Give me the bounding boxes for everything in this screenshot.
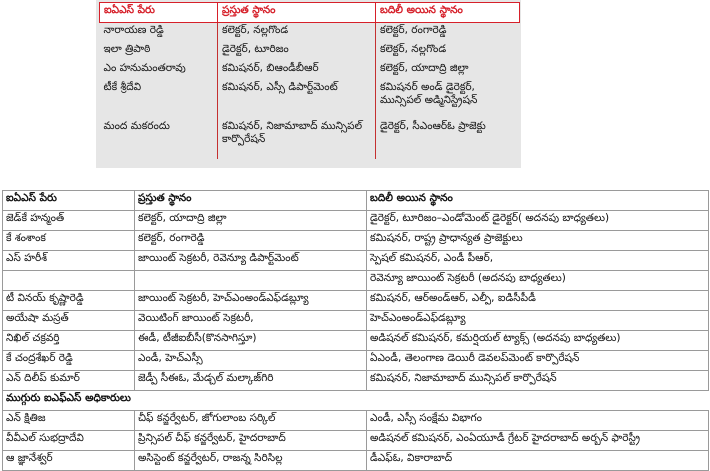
cell-name: ఆ జ్ఞానేశ్వర్‌ (3, 451, 135, 471)
cell-new: కమిషనర్‌, రాష్ట్ర ప్రాధాన్యత ప్రాజెక్టులు (367, 231, 709, 251)
cell-name: నిఖిల్‌ చక్రవర్తి (3, 331, 135, 351)
cell-name: ఎం హనుమంతరావు (100, 61, 218, 80)
header-current-post: ప్రస్తుత స్థానం (218, 3, 376, 23)
cell-new: స్పెషల్‌ కమిషనర్‌, ఎండీ పీఆర్‌, (367, 251, 709, 271)
cell-new: కలెక్టర్‌, యాదాద్రి జిల్లా (380, 62, 469, 74)
header-ias-name: ఐఏఎస్‌ పేరు (3, 191, 135, 211)
cell-name: ఎన్‌ దిలీప్‌ కుమార్‌ (3, 371, 135, 391)
cell-current: కలెక్టర్‌, రంగారెడ్డి (135, 231, 367, 251)
cell-new: ఎండీ, ఎస్సీ సంక్షేమ విభాగం (367, 411, 709, 431)
cell-name: ఇలా త్రిపాఠి (100, 42, 218, 61)
cell-new: కమిషనర్‌ అండ్‌ డైరెక్టర్‌, మున్సిపల్‌ అడ్మినిస్ట్రేషన్‌ (380, 81, 478, 107)
table-row (3, 331, 709, 351)
cell-name: వీవీఎల్‌ సుభద్రాదేవి (3, 431, 135, 451)
top-table-header-row (100, 3, 520, 23)
table-row (3, 231, 709, 251)
table-row (100, 80, 520, 112)
cell-name: మంద మకరందు (100, 112, 218, 159)
table-row (100, 23, 520, 43)
table-row (3, 351, 709, 371)
cell-current: జాయింట్‌ సెక్రటరీ, రెవెన్యూ డిపార్ట్‌మెంట్‌ (135, 251, 367, 271)
cell-new: డీఎఫ్‌ఓ, వికారాబాద్‌ (367, 451, 709, 471)
section-header-row (3, 391, 709, 411)
table-row (100, 61, 520, 80)
cell-new: కమిషనర్‌, నిజామాబాద్‌ మున్సిపల్‌ కార్పొరేషన్‌ (367, 371, 709, 391)
cell-name: కే చంద్రశేఖర్‌ రెడ్డి (3, 351, 135, 371)
table-row (100, 42, 520, 61)
cell-current: ఎండీ, హెచ్‌ఎస్సీ (135, 351, 367, 371)
table-row (3, 451, 709, 471)
cell-name (3, 271, 135, 291)
cell-new: అడిషనల్‌ కమిషనర్‌, ఎంఏయూడీ గ్రేటర్‌ హైదరాబాద్‌ అర్బన్‌ ఫారెస్ట్రీ (367, 431, 709, 451)
cell-new: డైరెక్టర్‌, సీఎంఆర్‌ఓ ప్రాజెక్టు (380, 120, 486, 132)
cell-name: జెడ్‌కే హన్మంత్‌ (3, 211, 135, 231)
cell-current: జాయింట్‌ సెక్రటరీ, హెచ్‌ఎంఅండ్‌ఎఫ్‌డబ్ల్యూ (135, 291, 367, 311)
header-current-post: ప్రస్తుత స్థానం (135, 191, 367, 211)
ifs-section-label: ముగ్గురు ఐఎఫ్‌ఎస్‌ అధికారులు (3, 391, 709, 411)
table-row (3, 431, 709, 451)
cell-current (135, 271, 367, 291)
cell-current: అసిస్టెంట్‌ కన్జర్వేటర్‌, రాజన్న సిరిసిల్ల (135, 451, 367, 471)
cell-name: ఎస్‌ హరీశ్‌ (3, 251, 135, 271)
cell-current: కలెక్టర్‌, యాదాద్రి జిల్లా (135, 211, 367, 231)
top-table-panel (96, 0, 521, 168)
cell-new: రెవెన్యూ జాయింట్‌ సెక్రటరీ (అదనపు బాధ్యతలు) (367, 271, 709, 291)
table-row (3, 311, 709, 331)
cell-current: జెడ్పీ సీఈఓ, మేడ్చల్‌ మల్కాజ్‌గిరి (135, 371, 367, 391)
cell-new: కమిషనర్‌, ఆర్‌అండ్‌ఆర్‌, ఎల్పీ, ఐడిసీపీడీ (367, 291, 709, 311)
cell-current: కమిషనర్‌, ఎస్సీ డిపార్ట్‌మెంట్‌ (218, 80, 376, 112)
header-ias-name: ఐఏఎస్‌ పేరు (100, 3, 218, 23)
cell-name: కే శంశాంక (3, 231, 135, 251)
cell-current: చీఫ్‌ కన్జర్వేటర్‌, జోగులాంబ సర్కిల్‌ (135, 411, 367, 431)
cell-new: అడిషనల్‌ కమిషనర్‌, కమర్షియల్‌ ట్యాక్స్‌ (అదనపు బాధ్యతలు) (367, 331, 709, 351)
bottom-table-header-row (3, 191, 709, 211)
table-row (100, 112, 520, 159)
cell-name: ఎన్‌ క్షితిజ (3, 411, 135, 431)
top-transfer-table (99, 2, 520, 159)
table-row (3, 271, 709, 291)
table-row (3, 291, 709, 311)
cell-name: అయేషా మస్రత్‌ (3, 311, 135, 331)
table-row (3, 411, 709, 431)
cell-current: వెయిటింగ్‌ జాయింట్‌ సెక్రటరీ, (135, 311, 367, 331)
table-row (3, 371, 709, 391)
cell-name: నారాయణ రెడ్డి (100, 23, 218, 43)
cell-current: కమిషనర్‌, బిఆండీబీఆర్‌ (218, 61, 376, 80)
cell-name: టీ వినయ్‌ కృష్ణారెడ్డి (3, 291, 135, 311)
cell-new: కలెక్టర్‌, రంగారెడ్డి (380, 24, 447, 36)
cell-name: టీకే శ్రీదేవి (100, 80, 218, 112)
table-row (3, 251, 709, 271)
table-row (3, 211, 709, 231)
cell-new: కలెక్టర్‌, నల్లగొండ (380, 43, 447, 55)
cell-current: ప్రిన్సిపల్‌ చీఫ్‌ కన్జర్వేటర్‌, హైదరాబాద్‌ (135, 431, 367, 451)
cell-new: డైరెక్టర్‌, టూరిజం–ఎండోమెంట్‌ డైరెక్టర్‌( అదనపు బాధ్యతలు) (367, 211, 709, 231)
header-transferred-post: బదిలీ అయిన స్థానం (367, 191, 709, 211)
header-transferred-post: బదిలీ అయిన స్థానం (376, 3, 520, 23)
bottom-transfer-table (2, 190, 709, 471)
cell-current: కలెక్టర్‌, నల్లగొండ (218, 23, 376, 43)
cell-current: డైరెక్టర్‌, టూరిజం (218, 42, 376, 61)
cell-new: ఏఎండీ, తెలంగాణ డెయిరీ డెవలప్‌మెంట్‌ కార్పొరేషన్‌ (367, 351, 709, 371)
cell-current: ఈడీ, టీజీఐబీసీ(కొనసాగిస్తూ) (135, 331, 367, 351)
cell-new: హెచ్‌ఎంఅండ్‌ఎఫ్‌డబ్ల్యూ (367, 311, 709, 331)
cell-current: కమిషనర్‌, నిజామాబాద్‌ మున్సిపల్‌ కార్పొరేషన్‌ (218, 112, 376, 159)
